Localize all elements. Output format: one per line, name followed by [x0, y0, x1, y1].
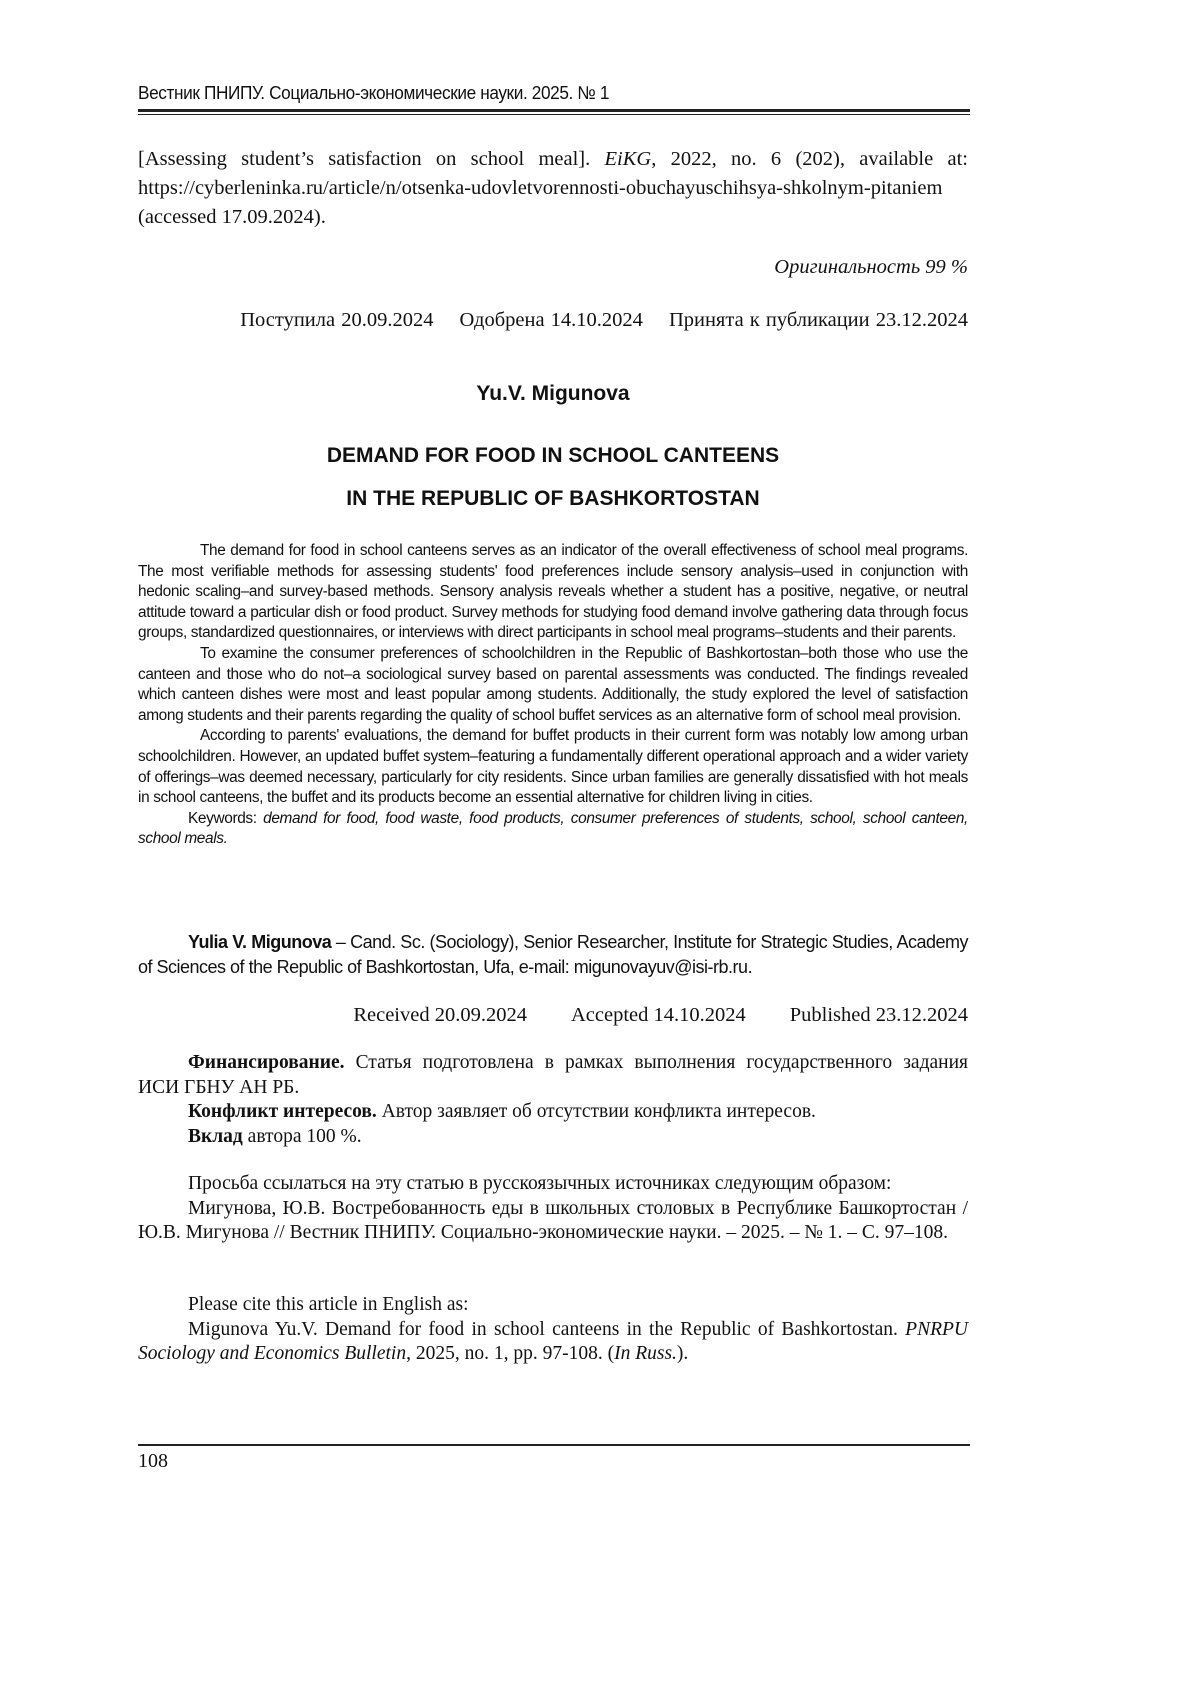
date-received: Received 20.09.2024 [353, 1004, 527, 1026]
citation-ru-text: Мигунова, Ю.В. Востребованность еды в школьных столовых в Республике Башкортостан / Ю.В. Мигунова // Вестник ПНИПУ. Социально-экономические науки. – 2025. – № 1. – С. 97–108. [138, 1197, 968, 1246]
author-name: Yu.V. Migunova [138, 382, 968, 406]
header-rule-thin [138, 114, 970, 115]
citation-en-end: ). [677, 1343, 688, 1364]
dates-ru [138, 309, 968, 332]
author-info [138, 930, 968, 980]
ref-text: [Assessing student’s satisfaction on school meal]. [138, 148, 605, 170]
abstract-paragraph: To examine the consumer preferences of schoolchildren in the Republic of Bashkortostan–both those who use the canteen and those who do not–a sociological survey based on parental assessments was conducted. The findings revealed which canteen dishes were most and least popular among students. Additionally, the study explored the level of satisfaction among students and their parents regarding the quality of school buffet services as an alternative form of school meal provision. [138, 644, 968, 726]
date-published: Published 23.12.2024 [790, 1004, 968, 1026]
citation-en-text: Migunova Yu.V. Demand for food in school canteens in the Republic of Bashkortostan. [188, 1319, 905, 1340]
date-accepted-ru: Принята к публикации 23.12.2024 [669, 309, 968, 331]
date-accepted: Accepted 14.10.2024 [571, 1004, 746, 1026]
author-details: – Cand. Sc. (Sociology), Senior Researcher, Institute for Strategic Studies, Academy of Sciences of the Republic of Bashkortostan, Ufa, e-mail: migunovayuv@isi-rb.ru. [138, 932, 968, 977]
abstract-paragraph: The demand for food in school canteens serves as an indicator of the overall effectiveness of school meal programs. The most verifiable methods for assessing students' food preferences include sensory analysis–used in conjunction with hedonic scaling–and survey-based methods. Sensory analysis reveals whether a student has a positive, negative, or neutral attitude toward a particular dish or food product. Survey methods for studying food demand involve gathering data through focus groups, standardized questionnaires, or interviews with direct participants in school meal programs–students and their parents. [138, 541, 968, 644]
author-full-name: Yulia V. Migunova [188, 932, 331, 952]
date-received-ru: Поступила 20.09.2024 [240, 309, 433, 331]
funding-block [138, 1051, 968, 1149]
date-approved-ru: Одобрена 14.10.2024 [459, 309, 642, 331]
keywords-list: demand for food, food waste, food products, consumer preferences of students, school, school canteen, school meals. [138, 810, 968, 848]
citation-ru-intro: Просьба ссылаться на эту статью в русскоязычных источниках следующим образом: [138, 1172, 968, 1197]
running-header: Вестник ПНИПУ. Социально-экономические науки. 2025. № 1 [138, 82, 910, 104]
title-line-2: IN THE REPUBLIC OF BASHKORTOSTAN [138, 477, 968, 520]
citation-en-intro: Please cite this article in English as: [138, 1293, 968, 1318]
ref-text-post[interactable]: , 2022, no. 6 (202), available at: https://cyberleninka.ru/article/n/otsenka-udovletvorennosti-obuchayuschihsya-shkolnym-pitaniem (accessed 17.09.2024). [138, 148, 968, 228]
contribution-label: Вклад [188, 1126, 243, 1147]
citation-en-lang: In Russ. [614, 1343, 677, 1364]
dates-en [138, 1004, 968, 1027]
keywords-label: Keywords: [188, 810, 263, 827]
conflict-label: Конфликт интересов. [188, 1101, 377, 1122]
abstract [138, 541, 968, 850]
page-number: 108 [138, 1450, 968, 1473]
contribution-text: автора 100 %. [243, 1126, 362, 1147]
ref-journal: EiKG [605, 148, 652, 170]
abstract-paragraph: According to parents' evaluations, the demand for buffet products in their current form was notably low among urban schoolchildren. However, an updated buffet system–featuring a fundamentally different operational approach and a wider variety of offerings–was deemed necessary, particularly for city residents. Since urban families are generally dissatisfied with hot meals in school canteens, the buffet and its products become an essential alternative for children living in cities. [138, 726, 968, 808]
keywords [138, 809, 968, 850]
funding-text: Статья подготовлена в рамках выполнения государственного задания ИСИ ГБНУ АН РБ. [138, 1052, 968, 1098]
citation-ru [138, 1172, 968, 1246]
citation-en [138, 1293, 968, 1367]
conflict-text: Автор заявляет об отсутствии конфликта интересов. [377, 1101, 816, 1122]
reference-tail [138, 145, 968, 232]
funding-label: Финансирование. [188, 1052, 345, 1073]
citation-en-details: , 2025, no. 1, pp. 97-108. ( [406, 1343, 614, 1364]
originality: Оригинальность 99 % [138, 256, 968, 279]
footer-rule [138, 1444, 970, 1446]
header-rule [138, 109, 970, 112]
title-line-1: DEMAND FOR FOOD IN SCHOOL CANTEENS [138, 434, 968, 477]
citation-en-journal: PNRPU Sociology and Economics Bulletin [138, 1319, 968, 1365]
article-title [138, 434, 968, 520]
